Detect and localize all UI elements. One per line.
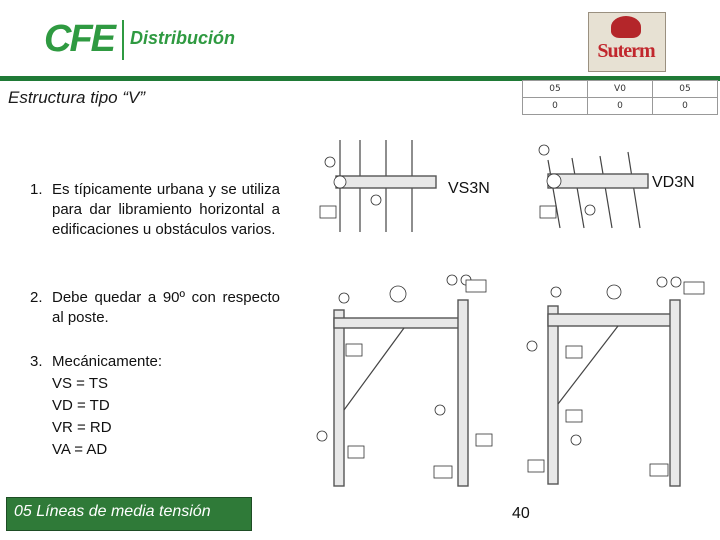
point-text: Mecánicamente: [52, 353, 163, 370]
footer-section-title: 05 Líneas de media tensión [14, 503, 211, 520]
equivalence-line: VR = RD [52, 419, 112, 436]
page-title: Estructura tipo “V” [8, 88, 145, 107]
vd3n-plan-view [539, 145, 648, 228]
page-number: 40 [512, 505, 530, 522]
point-text: Debe quedar a 90º con respecto al poste. [52, 289, 280, 326]
equivalence-line: VA = AD [52, 441, 108, 458]
point-number: 2. [30, 289, 43, 306]
point-number: 1. [30, 181, 43, 198]
code-cell: 0 [587, 98, 652, 115]
vs3n-plan-view [320, 140, 436, 232]
vs3n-elevation-view [317, 275, 492, 486]
point-number: 3. [30, 353, 43, 370]
code-cell: 05 [523, 81, 588, 98]
suterm-logo-text: Suterm [597, 40, 655, 62]
code-cell: 0 [523, 98, 588, 115]
vd3n-elevation-view [527, 277, 704, 486]
equivalence-line: VD = TD [52, 397, 110, 414]
point-text: Es típicamente urbana y se utiliza para dar libramiento horizontal a edificaciones u obstáculos varios. [52, 181, 280, 238]
diagram-caption-vd3n: VD3N [652, 174, 695, 191]
code-cell: 0 [652, 98, 717, 115]
diagram-caption-vs3n: VS3N [448, 180, 490, 197]
cfe-logo-text: CFE [44, 18, 114, 60]
code-cell: V0 [587, 81, 652, 98]
equivalence-line: VS = TS [52, 375, 109, 392]
cfe-logo-subtitle: Distribución [130, 28, 236, 48]
code-cell: 05 [652, 81, 717, 98]
